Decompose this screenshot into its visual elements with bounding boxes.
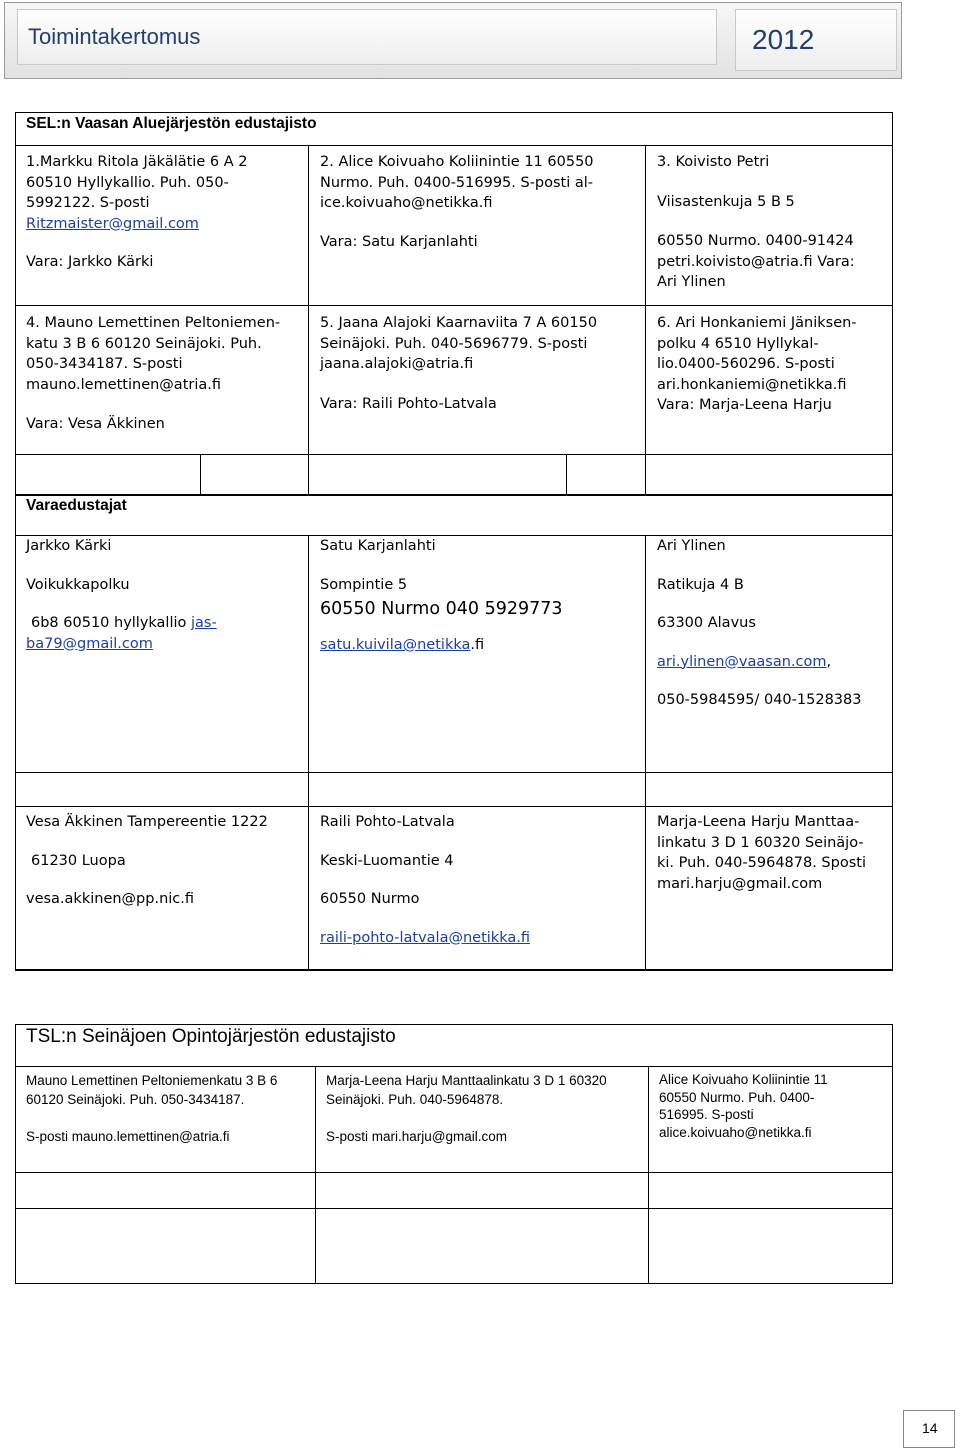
email-link[interactable]: raili-pohto-latvala@netikka.fi (320, 929, 530, 946)
sel-cell-1: 1.Markku Ritola Jäkälätie 6 A 2 60510 Hyllykallio. Puh. 050- 5992122. S-posti Ritzmaister@gmail.com Vara: Jarkko Kärki (26, 154, 248, 270)
sel-cell-4: 4. Mauno Lemettinen Peltoniemen- katu 3 B 6 60120 Seinäjoki. Puh. 050-3434187. S-posti mauno.lemettinen@atria.fi Vara: Vesa Äkkinen (26, 315, 281, 432)
vara-cell-5: Raili Pohto-Latvala Keski-Luomantie 4 60550 Nurmo raili-pohto-latvala@netikka.fi (320, 812, 530, 948)
vara-cell-1: Jarkko Kärki Voikukkapolku 6b8 60510 hyllykallio jas- ba79@gmail.com (26, 536, 217, 654)
header-year: 2012 (752, 24, 815, 55)
sel-cell-3: 3. Koivisto Petri Viisastenkuja 5 B 5 60550 Nurmo. 0400-91424 petri.koivisto@atria.fi Vara: Ari Ylinen (657, 154, 855, 290)
tsl-cell-3: Alice Koivuaho Koliinintie 11 60550 Nurmo. Puh. 0400- 516995. S-posti alice.koivuaho@netikka.fi (659, 1072, 828, 1140)
tsl-cell-1: Mauno Lemettinen Peltoniemenkatu 3 B 6 60120 Seinäjoki. Puh. 050-3434187. S-posti mauno.lemettinen@atria.fi (26, 1073, 278, 1144)
header-year-box (735, 9, 897, 71)
vara-cell-6: Marja-Leena Harju Manttaa- linkatu 3 D 1 60320 Seinäjo- ki. Puh. 040-5964878. Sposti mari.harju@gmail.com (657, 814, 866, 892)
email-link[interactable]: jas- (191, 615, 217, 631)
vara-cell-4: Vesa Äkkinen Tampereentie 1222 61230 Luopa vesa.akkinen@pp.nic.fi (26, 814, 268, 907)
tsl-title: TSL:n Seinäjoen Opintojärjestön edustajisto (26, 1026, 396, 1047)
page-number: 14 (922, 1420, 938, 1436)
empty-row (15, 455, 893, 495)
sel-cell-6: 6. Ari Honkaniemi Jäniksen- polku 4 6510 Hyllykal- lio.0400-560296. S-posti ari.honkaniemi@netikka.fi Vara: Marja-Leena Harju (657, 315, 857, 413)
sel-cell-2: 2. Alice Koivuaho Koliinintie 11 60550 Nurmo. Puh. 0400-516995. S-posti al- ice.koivuaho@netikka.fi Vara: Satu Karjanlahti (320, 154, 594, 250)
vara-cell-3: Ari Ylinen Ratikuja 4 B 63300 Alavus ari.ylinen@vaasan.com, 050-5984595/ 040-1528383 (657, 538, 862, 708)
sel-title: SEL:n Vaasan Aluejärjestön edustajisto (26, 115, 317, 132)
vara-cell-2: Satu Karjanlahti Sompintie 5 60550 Nurmo 040 5929773 satu.kuivila@netikka.fi (320, 538, 563, 653)
email-link[interactable]: Ritzmaister@gmail.com (26, 215, 199, 232)
page-number-box (903, 1410, 955, 1448)
vara-title: Varaedustajat (26, 497, 127, 514)
email-link[interactable]: satu.kuivila@netikka (320, 637, 471, 653)
sel-cell-5: 5. Jaana Alajoki Kaarnaviita 7 A 60150 Seinäjoki. Puh. 040-5696779. S-posti jaana.alajoki@atria.fi Vara: Raili Pohto-Latvala (320, 315, 598, 412)
header-title-box (17, 9, 717, 65)
tsl-cell-2: Marja-Leena Harju Manttaalinkatu 3 D 1 60320 Seinäjoki. Puh. 040-5964878. S-posti mari.harju@gmail.com (326, 1073, 607, 1144)
page-header (4, 2, 902, 79)
header-title: Toimintakertomus (28, 24, 201, 49)
email-link[interactable]: ba79@gmail.com (26, 635, 153, 652)
tsl-table (15, 1024, 893, 1284)
email-link[interactable]: ari.ylinen@vaasan.com (657, 653, 827, 670)
